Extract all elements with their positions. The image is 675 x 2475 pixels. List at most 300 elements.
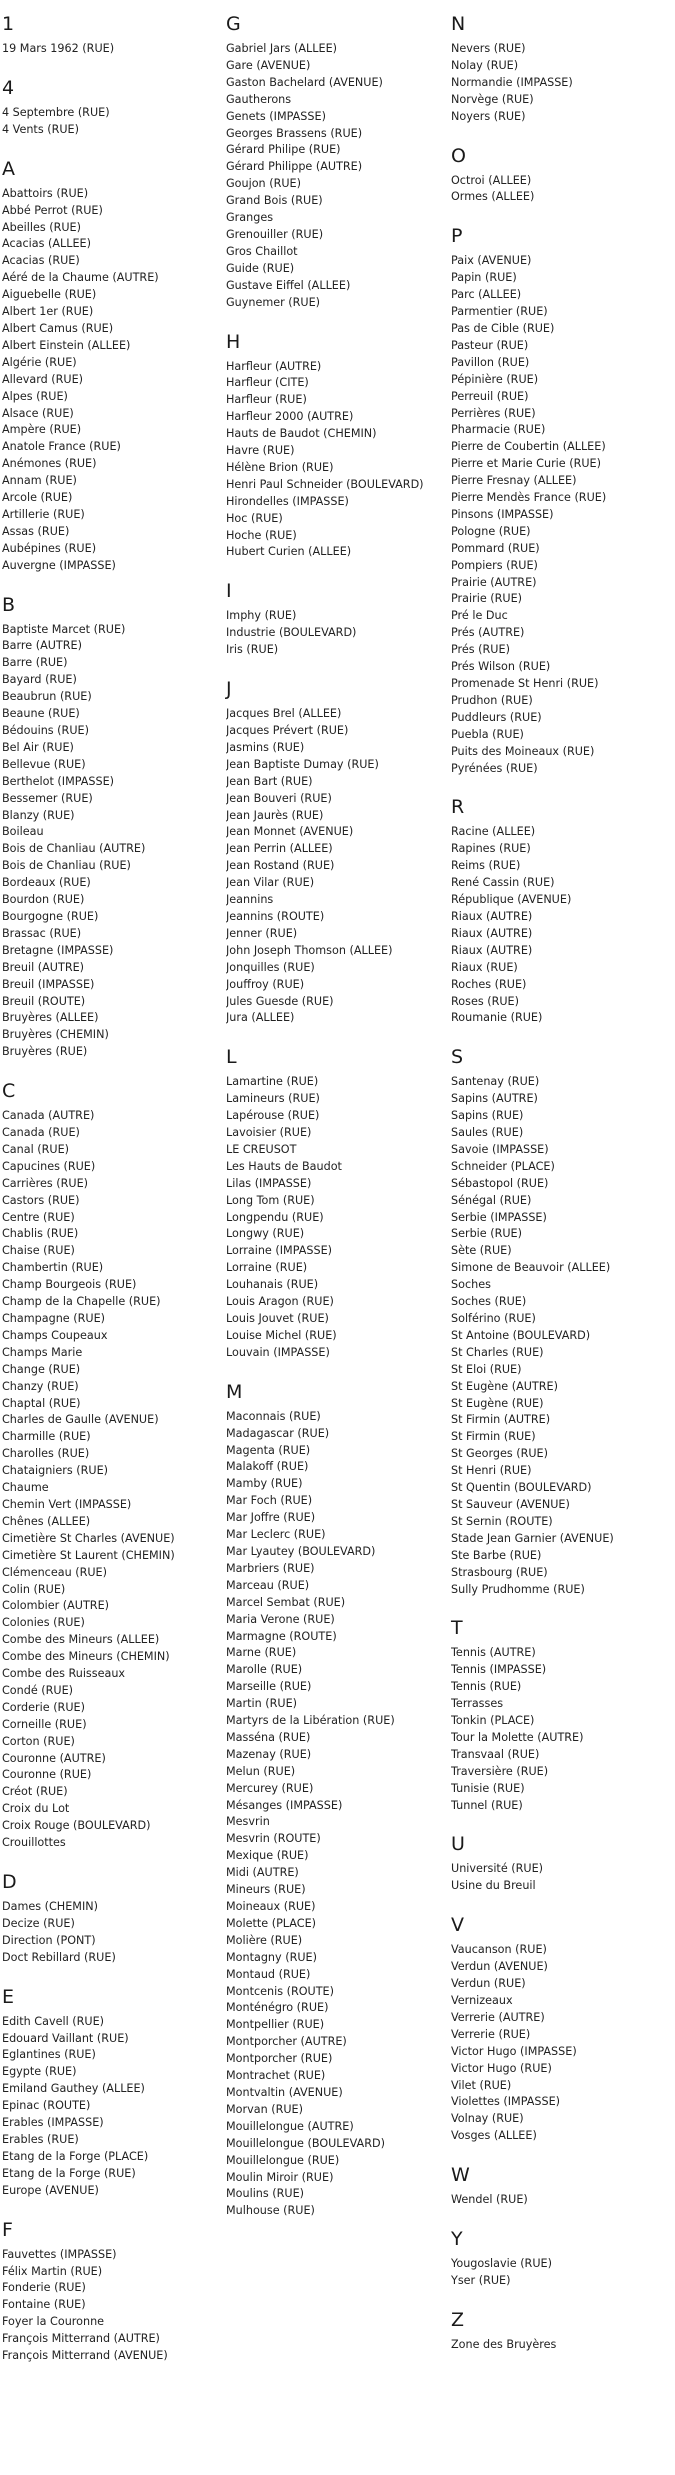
section-letter-heading: M [226,1380,243,1403]
street-name: Condé (RUE) [2,1683,74,1697]
street-name: St Antoine (BOULEVARD) [451,1328,591,1342]
letter-section [451,795,666,1027]
street-name: Abeilles (RUE) [2,220,81,234]
street-name: LE CREUSOT [226,1142,297,1156]
street-name: Malakoff (RUE) [226,1460,309,1474]
letter-section [226,1045,441,1361]
street-name: Breuil (IMPASSE) [2,977,95,991]
street-name: Riaux (AUTRE) [451,943,533,957]
street-name: Boileau [2,825,44,839]
street-name: Créot (RUE) [2,1785,68,1799]
street-name: Erables (RUE) [2,2132,79,2146]
street-name: Pompiers (RUE) [451,558,538,572]
street-name: Mar Leclerc (RUE) [226,1528,326,1542]
street-name: Rapines (RUE) [451,842,531,856]
street-name: François Mitterrand (AVENUE) [2,2349,168,2363]
street-name: St Eloi (RUE) [451,1362,522,1376]
street-name: Ampère (RUE) [2,423,82,437]
street-name: Morvan (RUE) [226,2102,303,2116]
street-name: Tennis (AUTRE) [451,1646,536,1660]
street-name: Molière (RUE) [226,1933,303,1947]
street-name: Bruyères (CHEMIN) [2,1028,109,1042]
section-letter-heading: R [451,796,465,819]
section-letter-heading: H [226,330,241,353]
street-list [451,1074,666,1598]
street-name: Les Hauts de Baudot [226,1159,342,1173]
letter-section [451,1913,666,2145]
street-name: Roches (RUE) [451,977,527,991]
street-list [226,1074,441,1361]
street-name: St Firmin (RUE) [451,1430,536,1444]
street-name: Acacias (RUE) [2,254,80,268]
street-name: Pasteur (RUE) [451,338,529,352]
street-name: Barre (AUTRE) [2,639,82,653]
street-name: Louhanais (RUE) [226,1278,319,1292]
street-name: Louise Michel (RUE) [226,1328,337,1342]
street-name: Vernizeaux [451,1994,513,2007]
street-name: Bois de Chanliau (AUTRE) [2,842,146,856]
section-letter-heading: J [226,678,232,701]
street-name: Louis Jouvet (RUE) [226,1312,329,1325]
street-name: Verrerie (AUTRE) [451,2010,545,2024]
street-name: St Henri (RUE) [451,1464,532,1478]
street-name: Victor Hugo (IMPASSE) [451,2044,577,2058]
section-letter-heading: Z [451,2308,465,2331]
street-name: Charolles (RUE) [2,1447,90,1461]
street-name: Bellevue (RUE) [2,757,86,771]
street-name: Fonderie (RUE) [2,2281,86,2295]
section-letter-heading: 1 [2,13,15,35]
street-list [451,1942,666,2145]
street-name: Corneille (RUE) [2,1717,87,1731]
street-name: Savoie (IMPASSE) [451,1142,549,1156]
street-name: Long Tom (RUE) [226,1193,315,1207]
street-name: Mercurey (RUE) [226,1781,314,1795]
street-name: Erables (IMPASSE) [2,2116,104,2130]
street-list [2,1899,217,1967]
street-name: Hélène Brion (RUE) [226,460,334,474]
street-name: Guynemer (RUE) [226,295,321,309]
street-name: Martyrs de la Libération (RUE) [226,1714,395,1728]
section-letter-heading: Y [451,2228,463,2251]
street-name: Combe des Ruisseaux [2,1667,126,1681]
street-name: Crouillottes [2,1836,66,1850]
street-name: Henri Paul Schneider (BOULEVARD) [226,477,424,491]
street-name: Marseille (RUE) [226,1680,312,1694]
street-name: Foyer la Couronne [2,2315,105,2329]
street-name: Mineurs (RUE) [226,1883,306,1897]
street-name: Hoche (RUE) [226,528,297,542]
street-name: Canal (RUE) [2,1142,70,1156]
letter-section [2,593,217,1062]
street-name: Grenouiller (RUE) [226,227,324,241]
street-name: Serbie (IMPASSE) [451,1210,547,1224]
street-name: Blanzy (RUE) [2,808,75,822]
section-letter-heading: N [451,13,466,35]
street-name: Cimetière St Laurent (CHEMIN) [2,1548,175,1562]
street-list [2,41,217,58]
section-letter-heading: B [2,593,16,616]
street-name: Assas (RUE) [2,524,70,538]
street-name: Alpes (RUE) [2,389,68,403]
street-name: Canada (AUTRE) [2,1109,95,1123]
street-name: Mazenay (RUE) [226,1747,312,1761]
street-name: Solférino (RUE) [451,1312,536,1325]
section-letter-heading: O [451,144,466,167]
street-name: Tour la Molette (AUTRE) [451,1730,584,1744]
street-name: Monténégro (RUE) [226,2001,329,2015]
street-name: Norvège (RUE) [451,92,534,106]
street-name: Harfleur 2000 (AUTRE) [226,410,354,424]
letter-section [2,2218,217,2365]
street-name: Hubert Curien (ALLEE) [226,545,352,559]
street-name: St Quentin (BOULEVARD) [451,1481,592,1495]
street-name: René Cassin (RUE) [451,876,555,890]
street-name: Aiguebelle (RUE) [2,288,97,302]
section-letter-heading: A [2,157,15,180]
index-column-2 [226,12,441,2238]
street-name: Jean Baptiste Dumay (RUE) [226,757,379,771]
street-list [2,622,217,1062]
street-name: Jean Bart (RUE) [226,774,313,788]
street-name: Mésanges (IMPASSE) [226,1798,343,1812]
street-list [226,608,441,659]
street-name: Aubépines (RUE) [2,541,97,555]
street-name: Jouffroy (RUE) [226,977,305,991]
letter-section [451,1045,666,1598]
street-name: Mar Foch (RUE) [226,1494,313,1508]
street-name: Hirondelles (IMPASSE) [226,494,349,508]
street-name: Riaux (AUTRE) [451,909,533,923]
street-name: Albert 1er (RUE) [2,305,94,319]
street-name: Magenta (RUE) [226,1443,311,1457]
street-name: Epinac (ROUTE) [2,2099,91,2113]
street-name: Annam (RUE) [2,474,77,488]
street-name: Abbé Perrot (RUE) [2,203,103,217]
street-name: Gustave Eiffel (ALLEE) [226,278,351,292]
street-name: Acacias (ALLEE) [2,237,91,251]
street-name: Longwy (RUE) [226,1227,305,1241]
street-name: Jean Vilar (RUE) [226,876,315,890]
street-name: Nolay (RUE) [451,58,519,72]
street-name: Marolle (RUE) [226,1663,303,1677]
street-name: Fauvettes (IMPASSE) [2,2247,117,2261]
section-letter-heading: C [2,1080,16,1103]
street-name: Marbriers (RUE) [226,1561,315,1575]
street-name: Montporcher (RUE) [226,2052,333,2066]
street-name: Canada (RUE) [2,1126,80,1140]
street-name: Havre (RUE) [226,444,295,458]
street-name: Montagny (RUE) [226,1950,317,1964]
street-name: Arcole (RUE) [2,491,73,505]
street-name: Chablis (RUE) [2,1227,79,1241]
street-name: Eglantines (RUE) [2,2048,96,2062]
street-name: Albert Einstein (ALLEE) [2,338,131,352]
street-name: Marmagne (ROUTE) [226,1629,337,1643]
street-list [451,41,666,126]
street-name: Montpellier (RUE) [226,2018,325,2032]
street-name: Sète (RUE) [451,1244,512,1258]
street-name: Gérard Philipe (RUE) [226,143,341,157]
section-letter-heading: V [451,1914,464,1937]
street-name: Etang de la Forge (RUE) [2,2166,136,2180]
index-column-3 [451,12,666,2372]
street-name: Mexique (RUE) [226,1849,309,1863]
street-name: Gare (AVENUE) [226,58,311,72]
street-list [451,2256,666,2290]
street-name: Molette (PLACE) [226,1916,317,1930]
street-name: Combe des Mineurs (ALLEE) [2,1633,160,1647]
street-name: Vosges (ALLEE) [451,2129,537,2143]
street-name: Violettes (IMPASSE) [451,2095,561,2109]
street-name: 4 Septembre (RUE) [2,105,110,119]
street-name: Nevers (RUE) [451,42,526,55]
street-list [451,1861,666,1895]
street-name: Serbie (RUE) [451,1227,522,1241]
street-name: Mouillelongue (BOULEVARD) [226,2136,385,2150]
letter-section [451,144,666,207]
street-name: Zone des Bruyères [451,2337,557,2351]
street-name: Puits des Moineaux (RUE) [451,744,595,758]
street-name: Tonkin (PLACE) [451,1714,535,1728]
letter-section [226,677,441,1027]
street-name: Octroi (ALLEE) [451,173,532,187]
street-name: Maconnais (RUE) [226,1409,321,1423]
street-name: Jacques Prévert (RUE) [226,724,349,737]
street-name: Pierre de Coubertin (ALLEE) [451,440,606,454]
street-name: Prés (RUE) [451,643,510,657]
street-name: Pré le Duc [451,609,508,623]
street-name: Colombier (AUTRE) [2,1599,110,1613]
street-name: Combe des Mineurs (CHEMIN) [2,1650,170,1664]
street-name: Gaston Bachelard (AVENUE) [226,75,383,89]
section-letter-heading: P [451,225,463,248]
street-name: Charles de Gaulle (AVENUE) [2,1413,159,1427]
street-name: Sénégal (RUE) [451,1193,532,1207]
street-name: Parc (ALLEE) [451,288,522,302]
street-name: Université (RUE) [451,1862,544,1876]
street-name: Noyers (RUE) [451,109,526,123]
street-name: Longpendu (RUE) [226,1210,324,1224]
street-name: Alsace (RUE) [2,406,74,420]
street-name: Mulhouse (RUE) [226,2204,315,2218]
street-name: Industrie (BOULEVARD) [226,626,357,640]
street-name: Tunisie (RUE) [451,1781,525,1795]
street-name: Fontaine (RUE) [2,2298,86,2312]
street-name: Chambertin (RUE) [2,1261,104,1275]
section-letter-heading: T [451,1617,463,1640]
street-name: Perrières (RUE) [451,406,536,420]
street-name: Beaune (RUE) [2,707,80,721]
street-name: Etang de la Forge (PLACE) [2,2149,149,2163]
street-name: Stade Jean Garnier (AVENUE) [451,1531,614,1545]
street-name: Jean Monnet (AVENUE) [226,825,354,839]
street-list [451,2192,666,2209]
street-name: Mesvrin (ROUTE) [226,1832,321,1846]
street-name: Mar Lyautey (BOULEVARD) [226,1544,376,1558]
street-name: Pépinière (RUE) [451,372,539,386]
street-name: Lilas (IMPASSE) [226,1176,312,1190]
street-name: Aéré de la Chaume (AUTRE) [2,271,159,285]
street-name: Prés Wilson (RUE) [451,660,551,674]
street-name: Bois de Chanliau (RUE) [2,859,131,873]
street-name: Charmille (RUE) [2,1430,91,1444]
street-name: Cimetière St Charles (AVENUE) [2,1531,175,1545]
street-name: Jean Rostand (RUE) [226,859,335,873]
street-name: Baptiste Marcet (RUE) [2,622,126,636]
street-name: Chanzy (RUE) [2,1379,79,1393]
street-name: Mar Joffre (RUE) [226,1511,316,1525]
street-name: Riaux (AUTRE) [451,926,533,940]
street-name: Algérie (RUE) [2,355,77,369]
letter-section [226,12,441,312]
section-letter-heading: D [2,1871,17,1893]
street-name: Jonquilles (RUE) [226,960,315,974]
street-name: Puebla (RUE) [451,727,524,741]
street-name: Croix Rouge (BOULEVARD) [2,1819,151,1833]
street-name: Pierre et Marie Curie (RUE) [451,457,601,471]
street-name: Riaux (RUE) [451,960,518,974]
street-name: Lavoisier (RUE) [226,1126,312,1140]
street-name: Chênes (ALLEE) [2,1514,91,1528]
street-name: Promenade St Henri (RUE) [451,677,599,690]
street-name: Harfleur (RUE) [226,393,307,407]
street-name: Simone de Beauvoir (ALLEE) [451,1261,611,1275]
street-name: Doct Rebillard (RUE) [2,1950,116,1964]
street-name: Barre (RUE) [2,656,68,670]
street-name: Moulins (RUE) [226,2187,305,2201]
street-name: Gautherons [226,92,292,106]
street-name: Chaume [2,1481,49,1495]
letter-section [451,1832,666,1895]
street-name: St Sernin (ROUTE) [451,1514,553,1528]
street-name: Prairie (AUTRE) [451,575,537,589]
street-name: Normandie (IMPASSE) [451,75,573,89]
street-name: Racine (ALLEE) [451,825,536,839]
street-name: Jeannins [226,893,274,907]
street-name: Verdun (AVENUE) [451,1960,548,1974]
street-name: Masséna (RUE) [226,1730,311,1744]
street-name: Louis Aragon (RUE) [226,1295,334,1309]
street-list [2,105,217,139]
street-list [226,1409,441,2221]
street-name: Albert Camus (RUE) [2,321,114,335]
street-name: Sébastopol (RUE) [451,1176,549,1190]
street-name: Wendel (RUE) [451,2193,528,2207]
street-name: Pas de Cible (RUE) [451,321,555,335]
street-name: Berthelot (IMPASSE) [2,774,115,788]
street-list [2,1108,217,1852]
street-name: Carrières (RUE) [2,1176,89,1190]
street-name: Sapins (AUTRE) [451,1092,538,1106]
street-list [451,2337,666,2354]
street-name: Soches [451,1278,491,1292]
street-name: Marne (RUE) [226,1646,297,1660]
street-name: Terrasses [451,1697,504,1711]
street-name: Egypte (RUE) [2,2065,77,2079]
street-list [451,824,666,1027]
street-name: Félix Martin (RUE) [2,2264,103,2278]
street-name: Hauts de Baudot (CHEMIN) [226,427,377,441]
street-name: Couronne (RUE) [2,1768,92,1782]
letter-section [226,579,441,659]
section-letter-heading: W [451,2164,470,2187]
street-name: Yougoslavie (RUE) [451,2257,552,2271]
street-name: Decize (RUE) [2,1916,75,1930]
letter-section [451,12,666,126]
street-name: Tunnel (RUE) [451,1798,523,1812]
street-name: Europe (AVENUE) [2,2183,99,2197]
street-list [226,359,441,562]
street-name: Pinsons (IMPASSE) [451,507,554,521]
street-name: St Eugène (RUE) [451,1396,544,1410]
street-name: Brassac (RUE) [2,926,82,940]
street-name: Bourgogne (RUE) [2,909,99,923]
street-name: Madagascar (RUE) [226,1426,330,1440]
street-name: Harfleur (AUTRE) [226,359,322,373]
street-name: Jean Jaurès (RUE) [226,808,324,822]
section-letter-heading: G [226,13,241,35]
street-name: Chataigniers (RUE) [2,1464,109,1478]
street-name: Iris (RUE) [226,643,279,657]
street-name: Mouillelongue (RUE) [226,2153,340,2167]
street-name: Jean Perrin (ALLEE) [226,842,333,856]
street-name: Direction (PONT) [2,1933,96,1947]
street-name: 4 Vents (RUE) [2,122,79,136]
street-name: Couronne (AUTRE) [2,1751,106,1765]
street-name: Transvaal (RUE) [451,1747,540,1761]
street-name: Marceau (RUE) [226,1578,310,1592]
street-name: Jura (ALLEE) [226,1011,295,1025]
street-name: Yser (RUE) [451,2273,511,2287]
street-name: Bédouins (RUE) [2,724,89,737]
street-name: Corton (RUE) [2,1734,75,1748]
street-name: Abattoirs (RUE) [2,186,89,200]
section-letter-heading: L [226,1046,237,1069]
street-name: Anatole France (RUE) [2,440,121,454]
letter-section [2,12,217,58]
street-name: 19 Mars 1962 (RUE) [2,42,115,55]
street-name: Parmentier (RUE) [451,305,548,319]
street-name: Clémenceau (RUE) [2,1565,107,1579]
street-name: Gros Chaillot [226,244,298,258]
street-name: Tennis (RUE) [451,1680,522,1694]
street-name: Castors (RUE) [2,1193,80,1207]
street-name: Jean Bouveri (RUE) [226,791,332,805]
street-name: Midi (AUTRE) [226,1866,299,1880]
street-name: Breuil (ROUTE) [2,994,86,1008]
street-name: République (AVENUE) [451,893,572,907]
street-name: Pierre Mendès France (RUE) [451,491,607,505]
street-name: Bruyères (RUE) [2,1045,88,1059]
section-letter-heading: F [2,2218,13,2241]
street-name: Beaubrun (RUE) [2,690,92,704]
street-name: Pierre Fresnay (ALLEE) [451,474,577,488]
street-name: Jules Guesde (RUE) [226,994,334,1008]
street-name: Artillerie (RUE) [2,507,85,521]
street-name: Auvergne (IMPASSE) [2,558,116,572]
street-name: Guide (RUE) [226,261,295,275]
section-letter-heading: E [2,1985,15,2008]
street-name: Prairie (RUE) [451,592,523,606]
street-name: Pavillon (RUE) [451,355,530,369]
street-name: Lamineurs (RUE) [226,1092,320,1106]
street-list [451,253,666,777]
street-name: Champagne (RUE) [2,1312,106,1325]
street-name: Hoc (RUE) [226,511,283,525]
street-name: Tennis (IMPASSE) [451,1663,547,1677]
street-name: Grand Bois (RUE) [226,194,323,208]
